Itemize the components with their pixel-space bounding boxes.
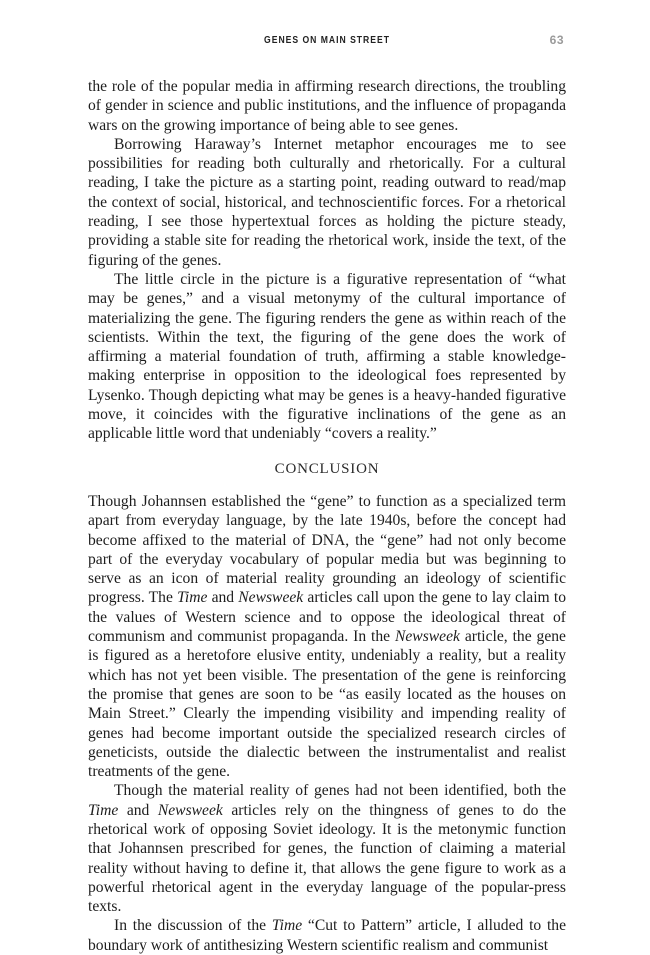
paragraph [88, 77, 566, 135]
section-heading: CONCLUSION [274, 460, 380, 477]
paragraph-text: article, the gene is figured as a heretofore elusive entity, undeniably a reality, but a reality which has not yet been visible. The presentation of the gene is reinforcing the promise that genes are soon to be “as easily located as the houses on Main Street.” Clearly the impending visibility and impending reality of genes had become important outside the specialized research circles of geneticists, outside the dialectic between the instrumentalist and realist treatments of the gene. [88, 628, 566, 781]
italic-text: Newsweek [238, 589, 304, 607]
paragraph [88, 135, 566, 270]
body-text [88, 77, 566, 955]
italic-text: Time [177, 589, 208, 607]
paragraph-text: The little circle in the picture is a figurative representation of “what may be genes,” and a visual metonymy of the cultural importance of materializing the gene. The figuring renders the gene as within reach of the scientists. Within the text, the figuring of the gene does the work of affirming a material foundation of truth, affirming a stable knowledge-making enterprise in opposition to the ideological foes represented by Lysenko. Though depicting what may be genes is a heavy-handed figurative move, it coincides with the figurative inclinations of the gene as an applicable little word that undeniably “covers a reality.” [88, 270, 566, 443]
paragraph-text: In the discussion of the [114, 917, 272, 935]
paragraph-text: the role of the popular media in affirming research directions, the troubling of gender in science and public institutions, and the influence of propaganda wars on the growing importance of being able to see genes. [88, 78, 566, 134]
italic-text: Newsweek [157, 801, 223, 819]
paragraph-text: and [118, 801, 158, 819]
italic-text: Time [88, 801, 119, 819]
running-head [88, 34, 566, 52]
paragraph-text: articles call upon the gene to lay claim to the values of Western science and to oppose the ideological threat of communism and communist propaganda. In the [88, 589, 566, 646]
paragraph-text: Borrowing Haraway’s Internet metaphor encourages me to see possibilities for reading both culturally and rhetorically. For a cultural reading, I take the picture as a starting point, reading outward to read/map the context of social, historical, and technoscientific forces. For a rhetorical reading, I see those hypertextual forces as holding the picture steady, providing a stable site for reading the rhetorical work, inside the text, of the figuring of the genes. [88, 135, 566, 269]
paragraph-text: and [207, 589, 239, 607]
intro-section [88, 77, 566, 444]
conclusion-section [88, 492, 566, 955]
running-title: GENES ON MAIN STREET [264, 34, 390, 46]
italic-text: Newsweek [394, 628, 460, 646]
paragraph-text: “Cut to Pattern” article, I alluded to the boundary work of antithesizing Western scientific realism and communist [88, 917, 567, 954]
paragraph [88, 270, 566, 444]
paragraph [88, 781, 566, 916]
page-number: 63 [549, 33, 564, 47]
paragraph [88, 492, 566, 781]
paragraph-text: Though Johannsen established the “gene” to function as a specialized term apart from everyday language, by the late 1940s, before the concept had become affixed to the material of DNA, the “gene” had not only become part of the everyday vocabulary of popular media but was beginning to serve as an icon of material reality grounding an ideology of scientific progress. The [88, 492, 566, 607]
paragraph [88, 916, 566, 955]
italic-text: Time [271, 917, 303, 935]
paragraph-text: articles rely on the thingness of genes to do the rhetorical work of opposing Soviet ideology. It is the metonymic function that Johannsen prescribed for genes, the function of claiming a material reality without having to define it, that allows the gene figure to work as a powerful rhetorical agent in the everyday language of the popular-press texts. [88, 801, 566, 916]
paragraph-text: Though the material reality of genes had not been identified, both the [114, 782, 566, 800]
